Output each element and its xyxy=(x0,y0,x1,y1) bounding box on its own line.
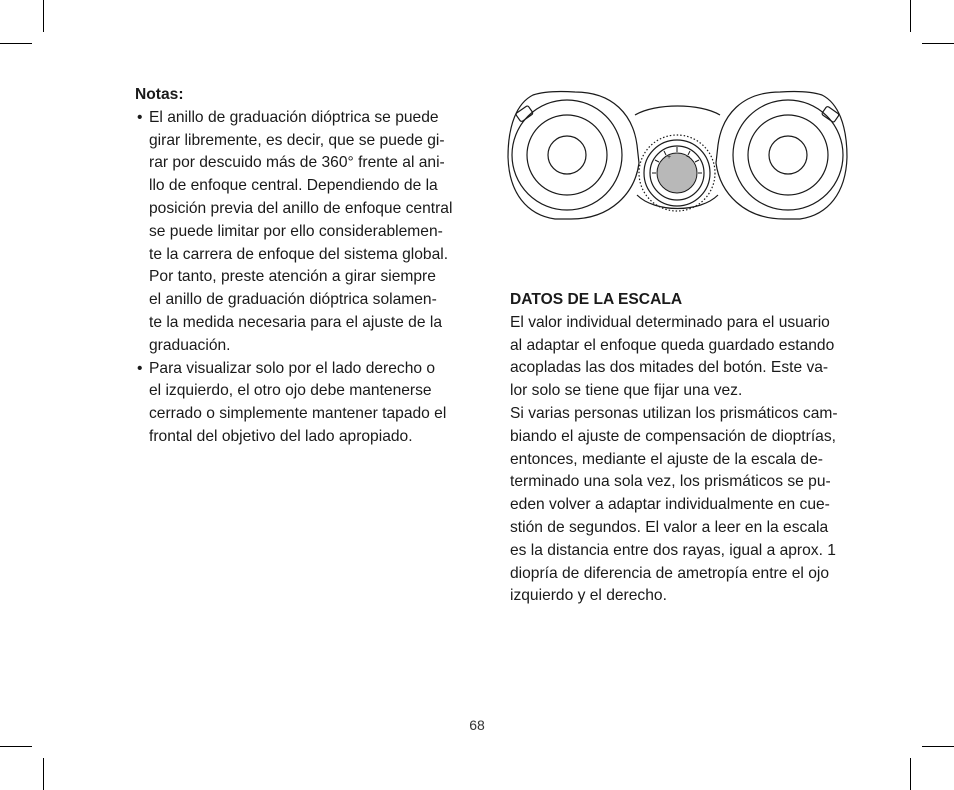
text-line: el izquierdo, el otro ojo debe mantenerse xyxy=(149,382,432,400)
crop-mark xyxy=(43,758,44,790)
crop-mark xyxy=(922,43,954,44)
text-line: te la medida necesaria para el ajuste de la xyxy=(149,313,442,331)
scale-data-section xyxy=(510,289,855,608)
text-line: El anillo de graduación dióptrica se puede xyxy=(149,108,439,126)
notes-title: Notas: xyxy=(135,86,184,103)
text-line: El valor individual determinado para el usuario xyxy=(510,313,830,331)
text-line: biando el ajuste de compensación de dioptrías, xyxy=(510,427,836,445)
text-line: al adaptar el enfoque queda guardado estando xyxy=(510,336,835,354)
crop-mark xyxy=(0,43,32,44)
text-line: stión de segundos. El valor a leer en la escala xyxy=(510,518,829,536)
note-bullet-1 xyxy=(135,107,480,358)
text-line: Por tanto, preste atención a girar siempre xyxy=(149,268,436,286)
text-line: te la carrera de enfoque del sistema global. xyxy=(149,245,449,263)
right-eyepiece-outer xyxy=(733,100,843,210)
left-barrel xyxy=(508,91,639,219)
text-line: Para visualizar solo por el lado derecho o xyxy=(149,359,436,377)
scale-tick xyxy=(664,151,666,155)
crop-mark xyxy=(0,746,32,747)
text-line: es la distancia entre dos rayas, igual a aprox. 1 xyxy=(510,541,836,559)
bullet-icon: • xyxy=(137,108,143,126)
text-line: frontal del objetivo del lado apropiado. xyxy=(149,427,413,445)
text-line: cerrado o simplemente mantener tapado el xyxy=(149,405,447,423)
text-line: rar por descuido más de 360° frente al ani- xyxy=(149,154,445,172)
right-eyepiece-inner xyxy=(748,115,828,195)
scale-minus-label: − xyxy=(686,154,691,161)
scale-tick xyxy=(695,160,699,162)
text-line: acopladas las dos mitades del botón. Este va- xyxy=(510,359,829,377)
text-line: entonces, mediante el ajuste de la escala de- xyxy=(510,450,823,468)
crop-mark xyxy=(43,0,44,32)
bullet-icon: • xyxy=(137,359,143,377)
text-line: terminado una sola vez, los prismáticos se pu- xyxy=(510,473,831,491)
left-eyepiece-lens xyxy=(548,136,586,174)
binoculars-illustration xyxy=(505,85,850,220)
scale-tick xyxy=(655,160,659,162)
crop-mark xyxy=(910,758,911,790)
page-number: 68 xyxy=(469,717,485,733)
note-bullet-2 xyxy=(135,358,480,449)
text-line: eden volver a adaptar individualmente en cue- xyxy=(510,496,830,514)
crop-mark xyxy=(922,746,954,747)
text-line: lor solo se tiene que fijar una vez. xyxy=(510,382,743,400)
crop-mark xyxy=(910,0,911,32)
bridge xyxy=(635,106,720,115)
section-title: DATOS DE LA ESCALA xyxy=(510,291,683,308)
text-line: llo de enfoque central. Dependiendo de la xyxy=(149,177,438,195)
right-eyepiece-lens xyxy=(769,136,807,174)
right-barrel xyxy=(716,91,847,219)
notes-section xyxy=(135,84,480,449)
text-line: izquierdo y el derecho. xyxy=(510,587,667,605)
scale-plus-label: + xyxy=(667,154,672,161)
text-line: diopría de diferencia de ametropía entre el ojo xyxy=(510,564,830,582)
text-line: graduación. xyxy=(149,336,231,354)
text-line: Si varias personas utilizan los prismáticos cam- xyxy=(510,404,838,422)
text-line: girar libremente, es decir, que se puede gi- xyxy=(149,131,445,149)
text-line: el anillo de graduación dióptrica solamen- xyxy=(149,291,437,309)
left-eyepiece-inner xyxy=(527,115,607,195)
text-line: se puede limitar por ello considerablemen- xyxy=(149,222,443,240)
text-line: posición previa del anillo de enfoque central xyxy=(149,199,453,217)
focus-knob-center xyxy=(657,153,697,193)
